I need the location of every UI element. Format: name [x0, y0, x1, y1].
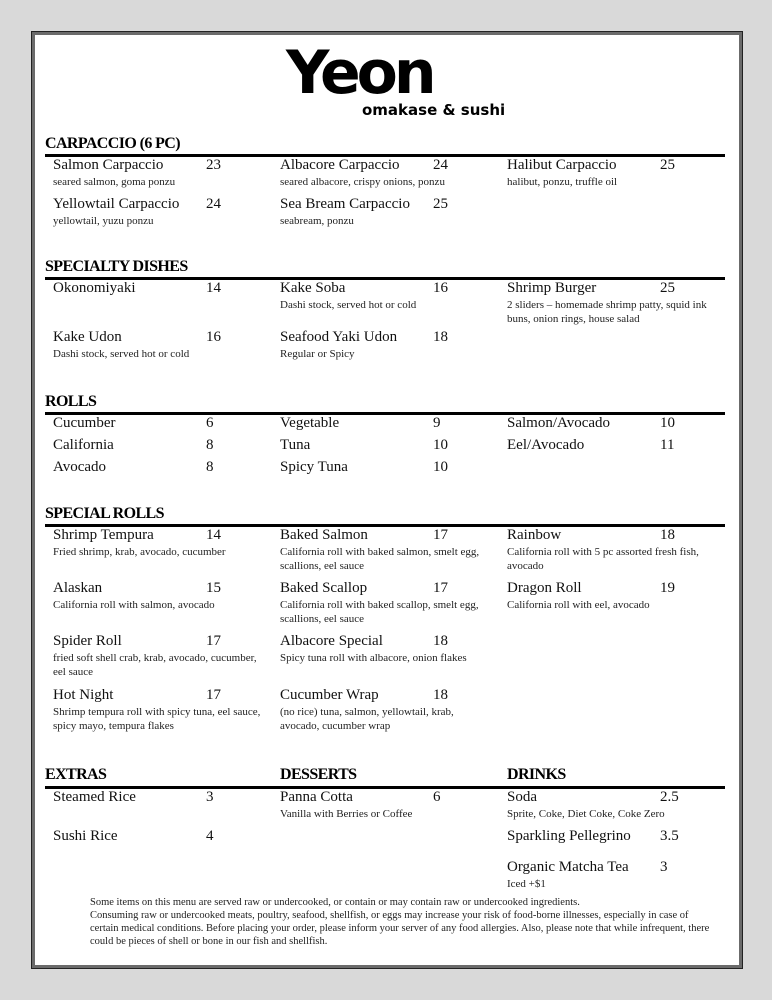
- item-price: 14: [206, 280, 221, 296]
- menu-item-kake-udon: [53, 329, 268, 362]
- item-price: 4: [206, 828, 214, 844]
- item-description: California roll with 5 pc assorted fresh fish, avocado: [507, 546, 699, 572]
- item-name: Spicy Tuna: [280, 459, 348, 475]
- menu-item-albacore-carpaccio: [280, 157, 495, 190]
- item-name: Shrimp Burger: [507, 280, 597, 296]
- item-description: seared albacore, crispy onions, ponzu: [280, 176, 445, 188]
- section-title-desserts: DESSERTS: [280, 766, 357, 783]
- item-name: Seafood Yaki Udon: [280, 329, 398, 345]
- menu-item-kake-soba: [280, 280, 495, 313]
- item-description: Iced +$1: [507, 878, 546, 890]
- item-name: Sushi Rice: [53, 828, 118, 844]
- item-price: 6: [433, 789, 441, 805]
- item-price: 18: [433, 633, 448, 649]
- item-name: Organic Matcha Tea: [507, 859, 629, 875]
- menu-item-tuna: [280, 437, 495, 455]
- item-price: 10: [433, 459, 448, 475]
- menu-item-baked-salmon: [280, 527, 495, 573]
- item-description: halibut, ponzu, truffle oil: [507, 176, 618, 188]
- item-description: Fried shrimp, krab, avocado, cucumber: [53, 546, 226, 558]
- allergy-disclaimer: [90, 896, 710, 948]
- item-description: 2 sliders – homemade shrimp patty, squid ink buns, onion rings, house salad: [507, 299, 707, 325]
- item-price: 11: [660, 437, 675, 453]
- item-price: 18: [433, 329, 448, 345]
- section-title-drinks: DRINKS: [507, 766, 566, 783]
- item-price: 17: [433, 580, 448, 596]
- item-name: Hot Night: [53, 687, 114, 703]
- menu-item-salmon-carpaccio: [53, 157, 268, 190]
- section-title-rolls: ROLLS: [45, 393, 97, 410]
- menu-item-rainbow: [507, 527, 722, 573]
- item-description: California roll with salmon, avocado: [53, 599, 215, 611]
- item-description: fried soft shell crab, krab, avocado, cucumber, eel sauce: [53, 652, 257, 678]
- item-price: 2.5: [660, 789, 679, 805]
- item-name: Steamed Rice: [53, 789, 136, 805]
- menu-item-salmon-avocado: [507, 415, 722, 433]
- item-price: 10: [433, 437, 448, 453]
- item-price: 17: [433, 527, 448, 543]
- menu-item-sparkling-pellegrino: [507, 828, 722, 846]
- section-title-extras: EXTRAS: [45, 766, 107, 783]
- item-price: 25: [433, 196, 448, 212]
- menu-item-dragon-roll: [507, 580, 722, 613]
- item-description: Shrimp tempura roll with spicy tuna, eel sauce, spicy mayo, tempura flakes: [53, 706, 261, 732]
- item-price: 3: [660, 859, 668, 875]
- item-price: 25: [660, 280, 675, 296]
- menu-item-steamed-rice: [53, 789, 268, 807]
- item-name: Soda: [507, 789, 537, 805]
- item-name: Baked Salmon: [280, 527, 368, 543]
- item-price: 3.5: [660, 828, 679, 844]
- item-name: Rainbow: [507, 527, 562, 543]
- menu-item-california: [53, 437, 268, 455]
- item-name: Baked Scallop: [280, 580, 368, 596]
- section-title-specialty-dishes: SPECIALTY DISHES: [45, 258, 188, 275]
- section-title-carpaccio-6-pc: CARPACCIO (6 PC): [45, 135, 180, 152]
- item-price: 24: [433, 157, 448, 173]
- section-title-special-rolls: SPECIAL ROLLS: [45, 505, 164, 522]
- menu-item-vegetable: [280, 415, 495, 433]
- item-name: Eel/Avocado: [507, 437, 585, 453]
- menu-item-shrimp-burger: [507, 280, 722, 326]
- menu-item-soda: [507, 789, 722, 822]
- item-description: Regular or Spicy: [280, 348, 355, 360]
- item-name: Dragon Roll: [507, 580, 582, 596]
- menu-item-spicy-tuna: [280, 459, 495, 477]
- item-description: California roll with eel, avocado: [507, 599, 650, 611]
- item-price: 18: [660, 527, 675, 543]
- item-name: Kake Soba: [280, 280, 346, 296]
- menu-item-shrimp-tempura: [53, 527, 268, 560]
- item-price: 6: [206, 415, 214, 431]
- item-description: (no rice) tuna, salmon, yellowtail, krab, avocado, cucumber wrap: [280, 706, 454, 732]
- item-name: Halibut Carpaccio: [507, 157, 617, 173]
- menu-item-alaskan: [53, 580, 268, 613]
- item-name: Albacore Carpaccio: [280, 157, 400, 173]
- disclaimer-line-1: Some items on this menu are served raw or undercooked, or contain or may contain raw or undercooked ingredients.: [90, 897, 580, 908]
- menu-item-sea-bream-carpaccio: [280, 196, 495, 229]
- item-description: yellowtail, yuzu ponzu: [53, 215, 154, 227]
- item-price: 10: [660, 415, 675, 431]
- menu-item-cucumber: [53, 415, 268, 433]
- item-name: Yellowtail Carpaccio: [53, 196, 180, 212]
- item-description: Vanilla with Berries or Coffee: [280, 808, 413, 820]
- menu-item-eel-avocado: [507, 437, 722, 455]
- item-price: 23: [206, 157, 221, 173]
- item-price: 18: [433, 687, 448, 703]
- item-name: Panna Cotta: [280, 789, 353, 805]
- item-price: 9: [433, 415, 441, 431]
- brand-tagline: omakase & sushi: [362, 101, 506, 119]
- item-name: Salmon/Avocado: [507, 415, 611, 431]
- item-price: 15: [206, 580, 221, 596]
- item-description: seabream, ponzu: [280, 215, 354, 227]
- menu-item-sushi-rice: [53, 828, 268, 846]
- item-description: California roll with baked scallop, smelt egg, scallions, eel sauce: [280, 599, 479, 625]
- item-price: 8: [206, 459, 214, 475]
- item-price: 17: [206, 633, 221, 649]
- menu-item-baked-scallop: [280, 580, 495, 626]
- item-name: Spider Roll: [53, 633, 122, 649]
- menu-item-albacore-special: [280, 633, 495, 666]
- item-name: Alaskan: [53, 580, 103, 596]
- menu-item-spider-roll: [53, 633, 268, 679]
- item-description: California roll with baked salmon, smelt egg, scallions, eel sauce: [280, 546, 480, 572]
- menu-item-panna-cotta: [280, 789, 495, 822]
- item-name: Sea Bream Carpaccio: [280, 196, 410, 212]
- menu-item-hot-night: [53, 687, 268, 733]
- item-price: 25: [660, 157, 675, 173]
- item-price: 14: [206, 527, 221, 543]
- menu-item-cucumber-wrap: [280, 687, 495, 733]
- menu-item-okonomiyaki: [53, 280, 268, 298]
- item-price: 16: [433, 280, 448, 296]
- item-name: Shrimp Tempura: [53, 527, 154, 543]
- item-name: Avocado: [53, 459, 107, 475]
- item-name: Tuna: [280, 437, 311, 453]
- item-description: seared salmon, goma ponzu: [53, 176, 176, 188]
- item-name: California: [53, 437, 114, 453]
- item-price: 3: [206, 789, 214, 805]
- item-description: Sprite, Coke, Diet Coke, Coke Zero: [507, 808, 665, 820]
- item-description: Spicy tuna roll with albacore, onion flakes: [280, 652, 467, 664]
- item-name: Sparkling Pellegrino: [507, 828, 631, 844]
- item-price: 16: [206, 329, 221, 345]
- brand-logo: Yeon: [286, 38, 433, 108]
- item-description: Dashi stock, served hot or cold: [53, 348, 190, 360]
- item-name: Okonomiyaki: [53, 280, 136, 296]
- menu-item-halibut-carpaccio: [507, 157, 722, 190]
- item-price: 24: [206, 196, 221, 212]
- menu-item-organic-matcha-tea: [507, 859, 722, 892]
- item-price: 17: [206, 687, 221, 703]
- item-description: Dashi stock, served hot or cold: [280, 299, 417, 311]
- menu-item-yellowtail-carpaccio: [53, 196, 268, 229]
- item-name: Salmon Carpaccio: [53, 157, 164, 173]
- disclaimer-line-2: Consuming raw or undercooked meats, poultry, seafood, shellfish, or eggs may increase your risk of food-borne illnesses, especially in case of certain medical conditions. Before placing your order, please inform your server of any food allergies. Also, please note that while infrequent, there could be pieces of shell or bone in our fish and shellfish.: [90, 910, 710, 947]
- item-price: 8: [206, 437, 214, 453]
- item-name: Vegetable: [280, 415, 340, 431]
- item-name: Kake Udon: [53, 329, 122, 345]
- item-name: Cucumber: [53, 415, 116, 431]
- item-name: Cucumber Wrap: [280, 687, 379, 703]
- item-price: 19: [660, 580, 675, 596]
- item-name: Albacore Special: [280, 633, 383, 649]
- menu-item-seafood-yaki-udon: [280, 329, 495, 362]
- menu-item-avocado: [53, 459, 268, 477]
